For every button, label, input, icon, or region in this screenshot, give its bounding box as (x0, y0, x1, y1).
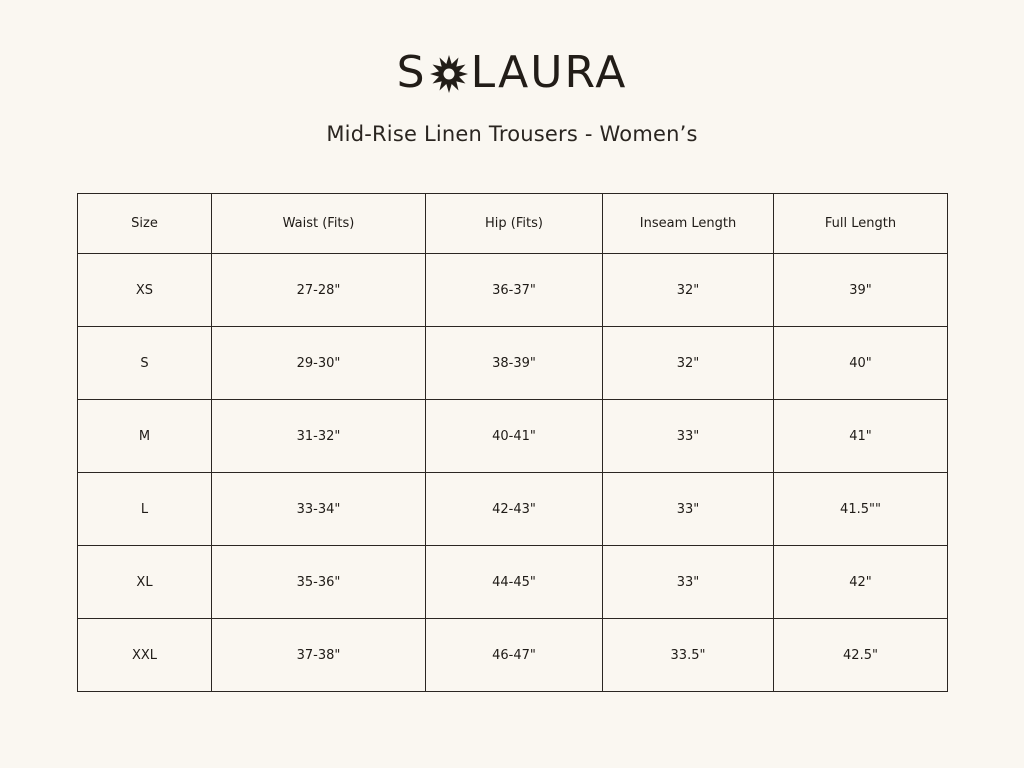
hip-cell: 36-37" (426, 254, 603, 327)
hip-cell: 40-41" (426, 400, 603, 473)
brand-name-suffix: LAURA (470, 47, 628, 98)
sun-icon (429, 54, 469, 94)
inseam-cell: 33" (603, 400, 774, 473)
column-header-full-length: Full Length (774, 194, 948, 254)
table-row (78, 400, 948, 473)
hip-cell: 46-47" (426, 619, 603, 692)
inseam-cell: 32" (603, 327, 774, 400)
column-header-size: Size (78, 194, 212, 254)
size-cell: XL (78, 546, 212, 619)
full-length-cell: 40" (774, 327, 948, 400)
size-chart-table (77, 193, 948, 692)
table-row (78, 254, 948, 327)
waist-cell: 31-32" (212, 400, 426, 473)
waist-cell: 35-36" (212, 546, 426, 619)
full-length-cell: 42.5" (774, 619, 948, 692)
table-row (78, 619, 948, 692)
inseam-cell: 33" (603, 546, 774, 619)
brand-logo (0, 46, 1024, 100)
waist-cell: 27-28" (212, 254, 426, 327)
inseam-cell: 33.5" (603, 619, 774, 692)
table-row (78, 546, 948, 619)
size-cell: S (78, 327, 212, 400)
inseam-cell: 32" (603, 254, 774, 327)
size-cell: XXL (78, 619, 212, 692)
waist-cell: 29-30" (212, 327, 426, 400)
hip-cell: 42-43" (426, 473, 603, 546)
size-cell: XS (78, 254, 212, 327)
column-header-inseam: Inseam Length (603, 194, 774, 254)
waist-cell: 33-34" (212, 473, 426, 546)
full-length-cell: 42" (774, 546, 948, 619)
hip-cell: 44-45" (426, 546, 603, 619)
column-header-hip: Hip (Fits) (426, 194, 603, 254)
product-title: Mid-Rise Linen Trousers - Women’s (326, 122, 698, 146)
column-header-waist: Waist (Fits) (212, 194, 426, 254)
inseam-cell: 33" (603, 473, 774, 546)
full-length-cell: 41.5"" (774, 473, 948, 546)
table-row (78, 473, 948, 546)
brand-wordmark (396, 47, 628, 98)
full-length-cell: 39" (774, 254, 948, 327)
table-header-row (78, 194, 948, 254)
brand-name-prefix: S (396, 47, 427, 98)
size-cell: M (78, 400, 212, 473)
waist-cell: 37-38" (212, 619, 426, 692)
table-row (78, 327, 948, 400)
hip-cell: 38-39" (426, 327, 603, 400)
full-length-cell: 41" (774, 400, 948, 473)
size-cell: L (78, 473, 212, 546)
